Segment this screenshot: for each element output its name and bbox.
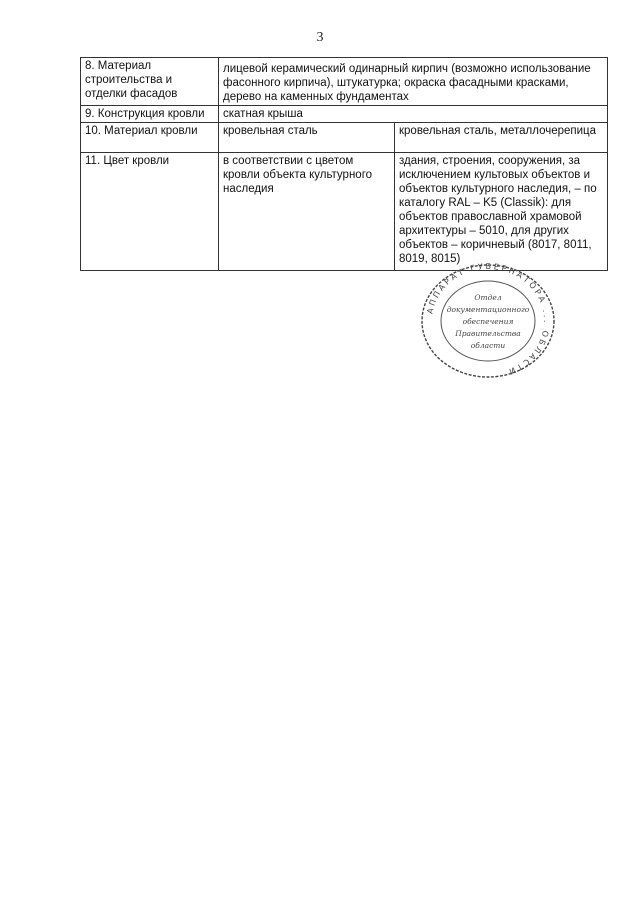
table-row: [81, 123, 608, 153]
row-value-roof-material-heritage: кровельная сталь: [219, 123, 395, 153]
stamp-line: Отдел: [474, 293, 502, 302]
row-label-roof-construction: 9. Конструкция кровли: [81, 106, 219, 123]
official-stamp: [418, 262, 558, 380]
table-row: [81, 153, 608, 271]
row-value-roof-color-heritage: в соответствии с цветом кровли объекта культурного наследия: [219, 153, 395, 271]
row-label-roof-color: 11. Цвет кровли: [81, 153, 219, 271]
stamp-line: Правительства: [455, 329, 521, 338]
table-row: [81, 58, 608, 106]
table-row: [81, 106, 608, 123]
row-label-roof-material: 10. Материал кровли: [81, 123, 219, 153]
stamp-line: обеспечения: [462, 317, 514, 326]
stamp-ring-text: АППАРАТ ГУБЕРНАТОРА ... ОБЛАСТИ: [425, 262, 552, 377]
row-label-facade-material: 8. Материал строительства и отделки фасадов: [81, 58, 219, 106]
requirements-table: [80, 57, 608, 271]
row-value-roof-material-other: кровельная сталь, металлочерепица: [395, 123, 608, 153]
page-number: 3: [316, 30, 324, 45]
row-value-facade-material: лицевой керамический одинарный кирпич (возможно использование фасонного кирпича), штукатурка; окраска фасадными красками, дерево на каменных фундаментах: [219, 58, 608, 106]
stamp-line: области: [470, 341, 506, 350]
stamp-line: документационного: [446, 305, 530, 314]
row-value-roof-construction: скатная крыша: [219, 106, 608, 123]
row-value-roof-color-other: здания, строения, сооружения, за исключением культовых объектов и объектов культурного наследия, – по каталогу RAL – K5 (Classik): для объектов православной храмовой архитектуры – 5010, для других объектов – коричневый (8017, 8011, 8019, 8015): [395, 153, 608, 271]
